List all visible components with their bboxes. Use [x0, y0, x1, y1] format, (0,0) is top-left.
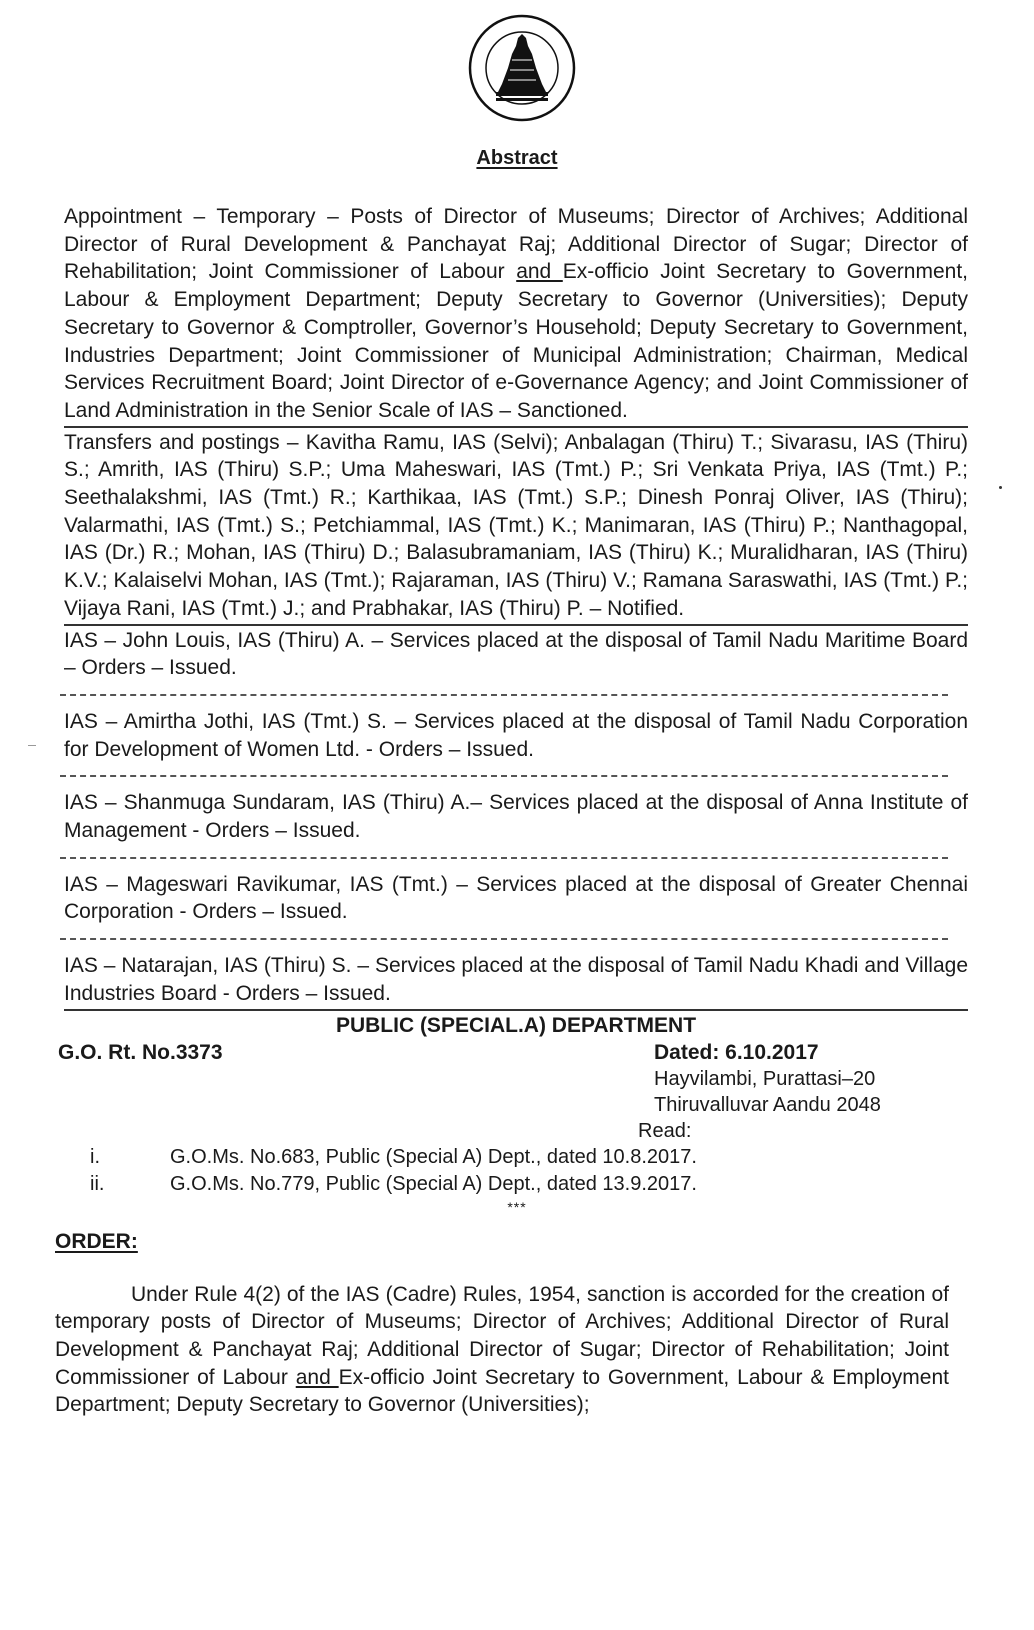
scan-speck — [28, 745, 36, 746]
dashed-divider — [60, 775, 948, 777]
service-item: IAS – Shanmuga Sundaram, IAS (Thiru) A.– Services placed at the disposal of Anna Institute of Management - Orders – Issued. — [64, 791, 968, 843]
subject-text-start: Appointment – Temporary – Posts of Director of Museums; Director of Archives; Additional Director of Rural Development & Panchayat Raj; Additional Director of Sugar; Director of Rehabilitation; Joint Commissioner of Labour — [64, 205, 968, 284]
order-text-start: Under Rule 4(2) of the IAS (Cadre) Rules, 1954, sanction is accorded for the creation of temporary posts of Director of Museums; Director of Archives; Additional Director of Rural Development & Panchayat Raj; Additional Director of Sugar; Director of Rehabilitation; Joint Commissioner of Labour — [55, 1282, 949, 1389]
order-body — [55, 1281, 949, 1420]
read-label: Read: — [638, 1119, 692, 1142]
subject-text-end: Ex-officio Joint Secretary to Government, Labour & Employment Department; Deputy Secretary to Governor (Universities); Deputy Secretary to Governor & Comptroller, Governor’s Household; Deputy Secretary to Government, Industries Department; Joint Commissioner of Municipal Administration; Chairman, Medical Services Recruitment Board; Joint Director of e-Governance Agency; and Joint Commissioner of Land Administration in the Senior Scale of IAS – Sanctioned. — [64, 260, 969, 422]
abstract-subject — [64, 203, 968, 425]
service-item: IAS – Mageswari Ravikumar, IAS (Tmt.) – Services placed at the disposal of Greater Chennai Corporation - Orders – Issued. — [64, 872, 968, 924]
reference-number: ii. — [90, 1172, 105, 1195]
subject-underlined-and: and — [516, 260, 563, 284]
scan-speck — [999, 486, 1002, 489]
service-item: IAS – Amirtha Jothi, IAS (Tmt.) S. – Services placed at the disposal of Tamil Nadu Corporation for Development of Women Ltd. - Orders – Issued. — [64, 709, 968, 761]
reference-text: G.O.Ms. No.683, Public (Special A) Dept., dated 10.8.2017. — [170, 1145, 697, 1168]
service-item: IAS – John Louis, IAS (Thiru) A. – Services placed at the disposal of Tamil Nadu Maritime Board – Orders – Issued. — [64, 628, 968, 680]
go-number-row — [58, 1039, 968, 1066]
dashed-divider — [60, 938, 948, 940]
order-underlined-and: and — [295, 1365, 339, 1389]
section-divider — [64, 1009, 968, 1011]
order-text-end: Ex-officio Joint Secretary to Government, Labour & Employment Department; Deputy Secretary to Governor (Universities); — [55, 1365, 949, 1417]
service-item: IAS – Natarajan, IAS (Thiru) S. – Services placed at the disposal of Tamil Nadu Khadi and Village Industries Board - Orders – Issued. — [64, 954, 968, 1005]
section-divider — [64, 426, 968, 428]
abstract-heading: Abstract — [476, 147, 558, 169]
tamil-date-row-2 — [64, 1092, 968, 1118]
reference-number: i. — [90, 1145, 100, 1168]
tamil-date-line-1: Hayvilambi, Purattasi–20 — [654, 1067, 876, 1090]
document-body — [55, 203, 969, 1419]
reference-text: G.O.Ms. No.779, Public (Special A) Dept., dated 13.9.2017. — [170, 1172, 697, 1195]
tamil-date-row-1 — [64, 1066, 968, 1092]
go-number: G.O. Rt. No.3373 — [58, 1040, 223, 1064]
separator-stars: *** — [507, 1198, 527, 1215]
read-row — [64, 1118, 968, 1144]
order-date: Dated: 6.10.2017 — [654, 1040, 819, 1064]
dashed-divider — [60, 857, 948, 859]
abstract-transfers: Transfers and postings – Kavitha Ramu, IAS (Selvi); Anbalagan (Thiru) T.; Sivarasu, IAS (Thiru) S.; Amrith, IAS (Thiru) S.P.; Uma Maheswari, IAS (Tmt.) P.; Sri Venkata Priya, IAS (Tmt.) P.; Seethalakshmi, IAS (Tmt.) R.; Karthikaa, IAS (Tmt.) S.P.; Dinesh Ponraj Oliver, IAS (Thiru); Valarmathi, IAS (Tmt.) S.; Petchiammal, IAS (Tmt.) K.; Manimaran, IAS (Thiru) P.; Nanthagopal, IAS (Dr.) R.; Mohan, IAS (Thiru) D.; Balasubramaniam, IAS (Thiru) K.; Muralidharan, IAS (Thiru) K.V.; Kalaiselvi Mohan, IAS (Tmt.); Rajaraman, IAS (Thiru) V.; Ramana Saraswathi, IAS (Tmt.) P.; Vijaya Rani, IAS (Tmt.) J.; and Prabhakar, IAS (Thiru) P. – Notified. — [64, 430, 968, 620]
reference-item — [64, 1144, 968, 1171]
reference-item — [64, 1171, 968, 1198]
order-header — [58, 1012, 968, 1144]
section-divider — [64, 624, 968, 626]
order-heading: ORDER: — [55, 1229, 138, 1253]
tamil-nadu-emblem-icon — [466, 10, 578, 140]
dashed-divider — [60, 694, 948, 696]
department-heading: PUBLIC (SPECIAL.A) DEPARTMENT — [335, 1013, 697, 1037]
tamil-date-line-2: Thiruvalluvar Aandu 2048 — [654, 1093, 881, 1116]
